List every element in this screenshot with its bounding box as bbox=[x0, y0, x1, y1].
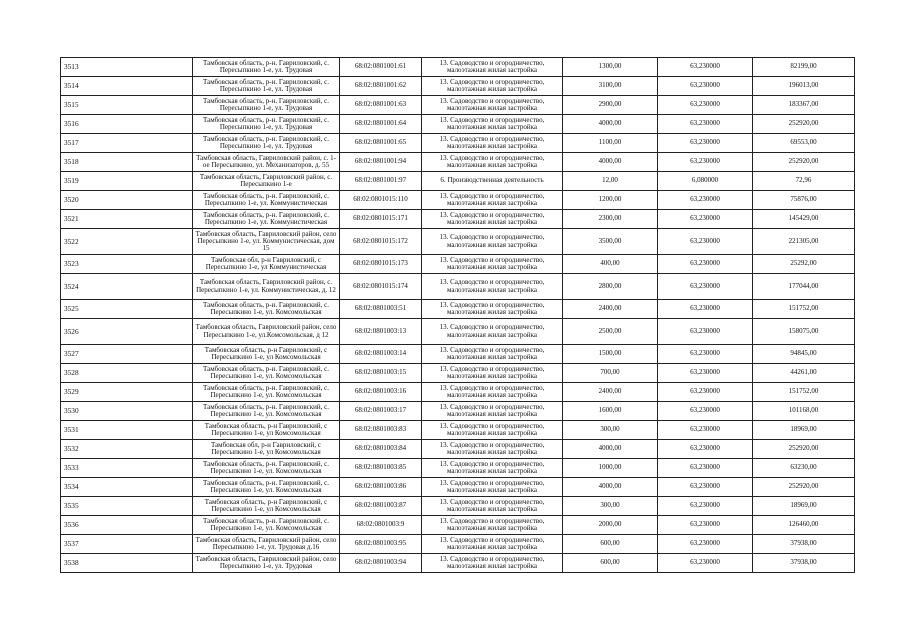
cadastral-value-cell: 94845,00 bbox=[753, 345, 855, 364]
specific-value-cell: 63,230000 bbox=[658, 402, 753, 421]
cadastral-number-cell: 68:02:0801003:87 bbox=[340, 497, 422, 516]
row-number-cell: 3535 bbox=[61, 497, 193, 516]
table-row bbox=[61, 191, 855, 210]
table-row bbox=[61, 229, 855, 255]
table-row bbox=[61, 115, 855, 134]
land-use-cell: 13. Садоводство и огородничество, малоэтажная жилая застройка bbox=[422, 554, 563, 573]
row-number-cell: 3517 bbox=[61, 134, 193, 153]
specific-value-cell: 63,230000 bbox=[658, 191, 753, 210]
land-use-cell: 13. Садоводство и огородничество, малоэтажная жилая застройка bbox=[422, 134, 563, 153]
cadastral-number-cell: 68:02:0801003:15 bbox=[340, 364, 422, 383]
row-number-cell: 3534 bbox=[61, 478, 193, 497]
row-number-cell: 3523 bbox=[61, 255, 193, 274]
row-number-cell: 3514 bbox=[61, 77, 193, 96]
address-cell: Тамбовская область, р-н. Гавриловский, с. Пересыпкино 1-е, ул. Комсомольская bbox=[193, 383, 340, 402]
address-cell: Тамбовская область, Гавриловский район, с. Пересыпкино 1-е, ул. Коммунистическая, д. 12 bbox=[193, 274, 340, 300]
address-cell: Тамбовская область, р-н. Гавриловский, с. Пересыпкино 1-е, ул. Комсомольская bbox=[193, 516, 340, 535]
area-cell: 1000,00 bbox=[563, 459, 658, 478]
table-row bbox=[61, 77, 855, 96]
cadastral-value-cell: 63230,00 bbox=[753, 459, 855, 478]
cadastral-value-cell: 252920,00 bbox=[753, 440, 855, 459]
address-cell: Тамбовская область, р-н. Гавриловский, с. Пересыпкино 1-е, ул. Комсомольская bbox=[193, 459, 340, 478]
table-row bbox=[61, 516, 855, 535]
specific-value-cell: 63,230000 bbox=[658, 364, 753, 383]
cadastral-value-cell: 158075,00 bbox=[753, 319, 855, 345]
table-row bbox=[61, 345, 855, 364]
cadastral-value-cell: 69553,00 bbox=[753, 134, 855, 153]
address-cell: Тамбовская область, Гавриловский район, с. 1-ое Пересыпкино, ул. Механизаторов, д. 55 bbox=[193, 153, 340, 172]
row-number-cell: 3520 bbox=[61, 191, 193, 210]
specific-value-cell: 63,230000 bbox=[658, 383, 753, 402]
cadastral-number-cell: 68:02:0801015:173 bbox=[340, 255, 422, 274]
table-row bbox=[61, 96, 855, 115]
table-row bbox=[61, 134, 855, 153]
land-use-cell: 13. Садоводство и огородничество, малоэтажная жилая застройка bbox=[422, 115, 563, 134]
land-use-cell: 13. Садоводство и огородничество, малоэтажная жилая застройка bbox=[422, 497, 563, 516]
cadastral-number-cell: 68:02:0801003:16 bbox=[340, 383, 422, 402]
cadastral-value-cell: 126460,00 bbox=[753, 516, 855, 535]
area-cell: 2800,00 bbox=[563, 274, 658, 300]
specific-value-cell: 63,230000 bbox=[658, 77, 753, 96]
row-number-cell: 3526 bbox=[61, 319, 193, 345]
row-number-cell: 3531 bbox=[61, 421, 193, 440]
cadastral-value-cell: 145429,00 bbox=[753, 210, 855, 229]
specific-value-cell: 63,230000 bbox=[658, 153, 753, 172]
address-cell: Тамбовская область, р-н. Гавриловский, с. Пересыпкино 1-е, ул. Трудовая bbox=[193, 115, 340, 134]
table-row bbox=[61, 255, 855, 274]
table-row bbox=[61, 440, 855, 459]
cadastral-number-cell: 68:02:0801001:62 bbox=[340, 77, 422, 96]
area-cell: 3500,00 bbox=[563, 229, 658, 255]
cadastral-number-cell: 68:02:0801003:94 bbox=[340, 554, 422, 573]
address-cell: Тамбовская обл, р-н Гавриловский, с Пересыпкино 1-е, ул Коммунистическая bbox=[193, 255, 340, 274]
area-cell: 4000,00 bbox=[563, 440, 658, 459]
row-number-cell: 3530 bbox=[61, 402, 193, 421]
specific-value-cell: 63,230000 bbox=[658, 229, 753, 255]
cadastral-value-cell: 196013,00 bbox=[753, 77, 855, 96]
specific-value-cell: 63,230000 bbox=[658, 300, 753, 319]
cadastral-number-cell: 68:02:0801003:14 bbox=[340, 345, 422, 364]
area-cell: 3100,00 bbox=[563, 77, 658, 96]
land-use-cell: 13. Садоводство и огородничество, малоэтажная жилая застройка bbox=[422, 535, 563, 554]
area-cell: 600,00 bbox=[563, 535, 658, 554]
cadastral-value-cell: 252920,00 bbox=[753, 478, 855, 497]
cadastral-number-cell: 68:02:0801003:83 bbox=[340, 421, 422, 440]
address-cell: Тамбовская область, Гавриловский район, село Пересыпкино 1-е, ул.Комсомольская, д 12 bbox=[193, 319, 340, 345]
cadastral-number-cell: 68:02:0801001:94 bbox=[340, 153, 422, 172]
address-cell: Тамбовская область, р-н. Гавриловский, с. Пересыпкино 1-е, ул. Комсомольская bbox=[193, 402, 340, 421]
table-row bbox=[61, 383, 855, 402]
table-row bbox=[61, 153, 855, 172]
cadastral-number-cell: 68:02:0801003:13 bbox=[340, 319, 422, 345]
area-cell: 2400,00 bbox=[563, 383, 658, 402]
area-cell: 1300,00 bbox=[563, 58, 658, 77]
table-row bbox=[61, 172, 855, 191]
row-number-cell: 3537 bbox=[61, 535, 193, 554]
cadastral-number-cell: 68:02:0801015:172 bbox=[340, 229, 422, 255]
land-use-cell: 13. Садоводство и огородничество, малоэтажная жилая застройка bbox=[422, 402, 563, 421]
cadastral-number-cell: 68:02:0801003:85 bbox=[340, 459, 422, 478]
specific-value-cell: 63,230000 bbox=[658, 535, 753, 554]
cadastral-number-cell: 68:02:0801003:9 bbox=[340, 516, 422, 535]
address-cell: Тамбовская область, р-н. Гавриловский, с. Пересыпкино 1-е, ул. Трудовая bbox=[193, 134, 340, 153]
row-number-cell: 3538 bbox=[61, 554, 193, 573]
row-number-cell: 3518 bbox=[61, 153, 193, 172]
cadastral-value-cell: 252920,00 bbox=[753, 153, 855, 172]
cadastral-value-cell: 252920,00 bbox=[753, 115, 855, 134]
specific-value-cell: 63,230000 bbox=[658, 319, 753, 345]
specific-value-cell: 63,230000 bbox=[658, 274, 753, 300]
cadastral-value-cell: 151752,00 bbox=[753, 383, 855, 402]
cadastral-number-cell: 68:02:0801003:51 bbox=[340, 300, 422, 319]
land-use-cell: 13. Садоводство и огородничество, малоэтажная жилая застройка bbox=[422, 345, 563, 364]
area-cell: 2300,00 bbox=[563, 210, 658, 229]
land-use-cell: 13. Садоводство и огородничество, малоэтажная жилая застройка bbox=[422, 229, 563, 255]
area-cell: 2400,00 bbox=[563, 300, 658, 319]
cadastral-number-cell: 68:02:0801003:17 bbox=[340, 402, 422, 421]
row-number-cell: 3513 bbox=[61, 58, 193, 77]
area-cell: 2500,00 bbox=[563, 319, 658, 345]
specific-value-cell: 63,230000 bbox=[658, 134, 753, 153]
cadastral-number-cell: 68:02:0801015:174 bbox=[340, 274, 422, 300]
table-row bbox=[61, 421, 855, 440]
address-cell: Тамбовская обл, р-н Гавриловский, с Пересыпкино 1-е, ул Комсомольская bbox=[193, 440, 340, 459]
row-number-cell: 3524 bbox=[61, 274, 193, 300]
specific-value-cell: 63,230000 bbox=[658, 58, 753, 77]
specific-value-cell: 63,230000 bbox=[658, 497, 753, 516]
row-number-cell: 3522 bbox=[61, 229, 193, 255]
land-use-cell: 13. Садоводство и огородничество, малоэтажная жилая застройка bbox=[422, 300, 563, 319]
address-cell: Тамбовская область, р-н. Гавриловский, с. Пересыпкино 1-е, ул. Коммунистическая bbox=[193, 191, 340, 210]
cadastral-value-cell: 183367,00 bbox=[753, 96, 855, 115]
table-row bbox=[61, 319, 855, 345]
cadastral-value-cell: 44261,00 bbox=[753, 364, 855, 383]
specific-value-cell: 63,230000 bbox=[658, 421, 753, 440]
land-use-cell: 13. Садоводство и огородничество, малоэтажная жилая застройка bbox=[422, 274, 563, 300]
specific-value-cell: 63,230000 bbox=[658, 115, 753, 134]
cadastral-number-cell: 68:02:0801001:97 bbox=[340, 172, 422, 191]
row-number-cell: 3525 bbox=[61, 300, 193, 319]
land-use-cell: 13. Садоводство и огородничество, малоэтажная жилая застройка bbox=[422, 191, 563, 210]
address-cell: Тамбовская область, Гавриловский район, село Пересыпкино 1-е, ул. Трудовая bbox=[193, 554, 340, 573]
specific-value-cell: 63,230000 bbox=[658, 478, 753, 497]
specific-value-cell: 63,230000 bbox=[658, 96, 753, 115]
cadastral-value-cell: 177044,00 bbox=[753, 274, 855, 300]
cadastral-number-cell: 68:02:0801001:65 bbox=[340, 134, 422, 153]
table-row bbox=[61, 535, 855, 554]
area-cell: 4000,00 bbox=[563, 478, 658, 497]
cadastral-number-cell: 68:02:0801001:64 bbox=[340, 115, 422, 134]
address-cell: Тамбовская область, р-н Гавриловский, с Пересыпкино 1-е, ул Комсомольская bbox=[193, 497, 340, 516]
area-cell: 1200,00 bbox=[563, 191, 658, 210]
cadastral-value-cell: 75876,00 bbox=[753, 191, 855, 210]
table-row bbox=[61, 497, 855, 516]
table-row bbox=[61, 364, 855, 383]
table-row bbox=[61, 58, 855, 77]
address-cell: Тамбовская область, р-н Гавриловский, с Пересыпкино 1-е, ул Комсомольская bbox=[193, 345, 340, 364]
area-cell: 4000,00 bbox=[563, 115, 658, 134]
area-cell: 2900,00 bbox=[563, 96, 658, 115]
cadastral-value-cell: 151752,00 bbox=[753, 300, 855, 319]
cadastral-value-cell: 18969,00 bbox=[753, 421, 855, 440]
row-number-cell: 3532 bbox=[61, 440, 193, 459]
cadastral-value-cell: 37938,00 bbox=[753, 554, 855, 573]
specific-value-cell: 6,080000 bbox=[658, 172, 753, 191]
land-use-cell: 13. Садоводство и огородничество, малоэтажная жилая застройка bbox=[422, 96, 563, 115]
area-cell: 12,00 bbox=[563, 172, 658, 191]
row-number-cell: 3528 bbox=[61, 364, 193, 383]
row-number-cell: 3519 bbox=[61, 172, 193, 191]
cadastral-value-cell: 37938,00 bbox=[753, 535, 855, 554]
area-cell: 400,00 bbox=[563, 255, 658, 274]
area-cell: 600,00 bbox=[563, 554, 658, 573]
address-cell: Тамбовская область, Гавриловский район, село Пересыпкино 1-е, ул. Трудовая д.16 bbox=[193, 535, 340, 554]
address-cell: Тамбовская область, р-н. Гавриловский, с. Пересыпкино 1-е, ул. Комсомольская bbox=[193, 364, 340, 383]
cadastral-value-table-page bbox=[60, 57, 854, 573]
cadastral-number-cell: 68:02:0801003:84 bbox=[340, 440, 422, 459]
land-use-cell: 13. Садоводство и огородничество, малоэтажная жилая застройка bbox=[422, 210, 563, 229]
area-cell: 300,00 bbox=[563, 421, 658, 440]
land-use-cell: 6. Производственная деятельность bbox=[422, 172, 563, 191]
area-cell: 1500,00 bbox=[563, 345, 658, 364]
land-use-cell: 13. Садоводство и огородничество, малоэтажная жилая застройка bbox=[422, 440, 563, 459]
address-cell: Тамбовская область, р-н Гавриловский, с Пересыпкино 1-е, ул Комсомольская bbox=[193, 421, 340, 440]
specific-value-cell: 63,230000 bbox=[658, 255, 753, 274]
cadastral-value-cell: 18969,00 bbox=[753, 497, 855, 516]
cadastral-value-table bbox=[60, 57, 855, 573]
cadastral-number-cell: 68:02:0801001:61 bbox=[340, 58, 422, 77]
row-number-cell: 3536 bbox=[61, 516, 193, 535]
area-cell: 1600,00 bbox=[563, 402, 658, 421]
cadastral-number-cell: 68:02:0801015:171 bbox=[340, 210, 422, 229]
cadastral-number-cell: 68:02:0801003:86 bbox=[340, 478, 422, 497]
area-cell: 1100,00 bbox=[563, 134, 658, 153]
cadastral-value-cell: 72,96 bbox=[753, 172, 855, 191]
specific-value-cell: 63,230000 bbox=[658, 554, 753, 573]
land-use-cell: 13. Садоводство и огородничество, малоэтажная жилая застройка bbox=[422, 421, 563, 440]
cadastral-value-cell: 221305,00 bbox=[753, 229, 855, 255]
row-number-cell: 3515 bbox=[61, 96, 193, 115]
row-number-cell: 3529 bbox=[61, 383, 193, 402]
specific-value-cell: 63,230000 bbox=[658, 516, 753, 535]
area-cell: 300,00 bbox=[563, 497, 658, 516]
row-number-cell: 3516 bbox=[61, 115, 193, 134]
land-use-cell: 13. Садоводство и огородничество, малоэтажная жилая застройка bbox=[422, 77, 563, 96]
row-number-cell: 3521 bbox=[61, 210, 193, 229]
cadastral-number-cell: 68:02:0801003:95 bbox=[340, 535, 422, 554]
table-row bbox=[61, 554, 855, 573]
cadastral-number-cell: 68:02:0801001:63 bbox=[340, 96, 422, 115]
specific-value-cell: 63,230000 bbox=[658, 345, 753, 364]
table-row bbox=[61, 459, 855, 478]
cadastral-value-cell: 25292,00 bbox=[753, 255, 855, 274]
address-cell: Тамбовская область, Гавриловский район, село Пересыпкино 1-е, ул. Коммунистическая, дом 15 bbox=[193, 229, 340, 255]
land-use-cell: 13. Садоводство и огородничество, малоэтажная жилая застройка bbox=[422, 255, 563, 274]
table-row bbox=[61, 478, 855, 497]
address-cell: Тамбовская область, р-н. Гавриловский, с. Пересыпкино 1-е, ул. Трудовая bbox=[193, 77, 340, 96]
land-use-cell: 13. Садоводство и огородничество, малоэтажная жилая застройка bbox=[422, 58, 563, 77]
area-cell: 700,00 bbox=[563, 364, 658, 383]
land-use-cell: 13. Садоводство и огородничество, малоэтажная жилая застройка bbox=[422, 319, 563, 345]
table-row bbox=[61, 274, 855, 300]
specific-value-cell: 63,230000 bbox=[658, 210, 753, 229]
address-cell: Тамбовская область, р-н. Гавриловский, с. Пересыпкино 1-е, ул. Комсомольская bbox=[193, 478, 340, 497]
cadastral-value-cell: 101168,00 bbox=[753, 402, 855, 421]
land-use-cell: 13. Садоводство и огородничество, малоэтажная жилая застройка bbox=[422, 459, 563, 478]
table-row bbox=[61, 300, 855, 319]
land-use-cell: 13. Садоводство и огородничество, малоэтажная жилая застройка bbox=[422, 364, 563, 383]
cadastral-number-cell: 68:02:0801015:110 bbox=[340, 191, 422, 210]
row-number-cell: 3527 bbox=[61, 345, 193, 364]
area-cell: 2000,00 bbox=[563, 516, 658, 535]
address-cell: Тамбовская область, р-н. Гавриловский, с. Пересыпкино 1-е, ул. Коммунистическая bbox=[193, 210, 340, 229]
specific-value-cell: 63,230000 bbox=[658, 459, 753, 478]
address-cell: Тамбовская область, р-н. Гавриловский, с. Пересыпкино 1-е, ул. Трудовая bbox=[193, 96, 340, 115]
table-row bbox=[61, 402, 855, 421]
address-cell: Тамбовская область, р-н. Гавриловский, с. Пересыпкино 1-е, ул. Комсомольская bbox=[193, 300, 340, 319]
address-cell: Тамбовская область, р-н. Гавриловский, с. Пересыпкино 1-е, ул. Трудовая bbox=[193, 58, 340, 77]
address-cell: Тамбовская область, Гавриловский район, с. Пересыпкино 1-е bbox=[193, 172, 340, 191]
area-cell: 4000,00 bbox=[563, 153, 658, 172]
land-use-cell: 13. Садоводство и огородничество, малоэтажная жилая застройка bbox=[422, 383, 563, 402]
table-row bbox=[61, 210, 855, 229]
land-use-cell: 13. Садоводство и огородничество, малоэтажная жилая застройка bbox=[422, 478, 563, 497]
row-number-cell: 3533 bbox=[61, 459, 193, 478]
land-use-cell: 13. Садоводство и огородничество, малоэтажная жилая застройка bbox=[422, 516, 563, 535]
specific-value-cell: 63,230000 bbox=[658, 440, 753, 459]
cadastral-value-cell: 82199,00 bbox=[753, 58, 855, 77]
land-use-cell: 13. Садоводство и огородничество, малоэтажная жилая застройка bbox=[422, 153, 563, 172]
table-body bbox=[61, 58, 855, 573]
